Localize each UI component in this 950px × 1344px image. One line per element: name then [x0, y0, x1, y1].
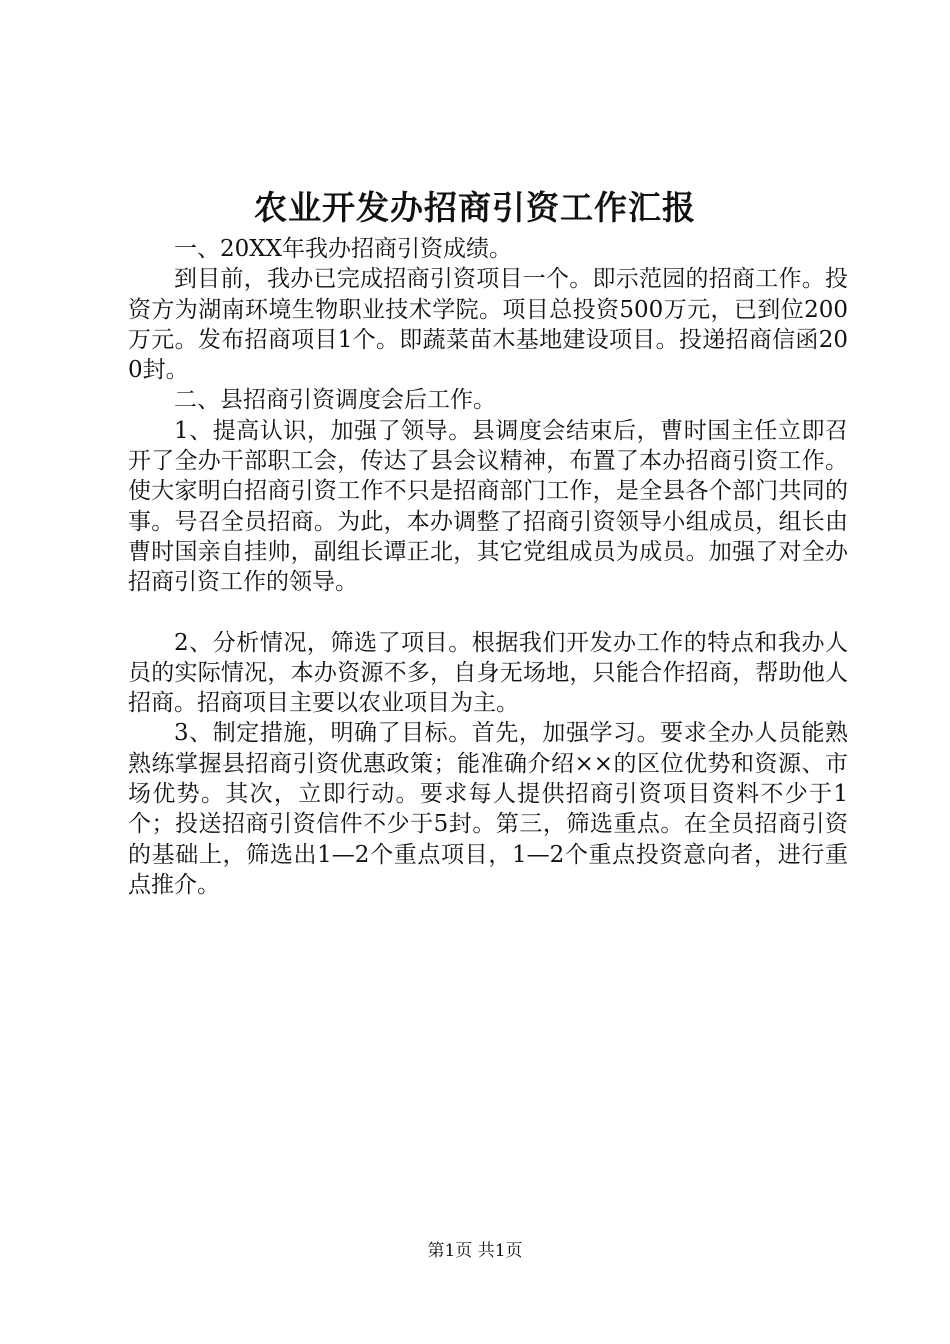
paragraph-item-3: 3、制定措施，明确了目标。首先，加强学习。要求全办人员能熟熟练掌握县招商引资优惠政策；能准确介绍××的区位优势和资源、市场优势。其次，立即行动。要求每人提供招商引资项目资料不少于1个；投送招商引资信件不少于5封。第三，筛选重点。在全员招商引资的基础上，筛选出1—2个重点项目，1—2个重点投资意向者，进行重点推介。 — [128, 720, 848, 898]
document-body — [128, 234, 848, 900]
section-heading-1: 一、20XX年我办招商引资成绩。 — [174, 236, 513, 262]
document-title: 农业开发办招商引资工作汇报 — [254, 188, 696, 227]
paragraph-achievements: 到目前，我办已完成招商引资项目一个。即示范园的招商工作。投资方为湖南环境生物职业技术学院。项目总投资500万元，已到位200万元。发布招商项目1个。即蔬菜苗木基地建设项目。投递招商信函200封。 — [128, 266, 848, 384]
section-heading-2: 二、县招商引资调度会后工作。 — [174, 387, 496, 414]
paragraph-item-1: 1、提高认识，加强了领导。县调度会结束后，曹时国主任立即召开了全办干部职工会，传达了县会议精神，布置了本办招商引资工作。使大家明白招商引资工作不只是招商部门工作，是全县各个部门共同的事。号召全员招商。为此，本办调整了招商引资领导小组成员，组长由曹时国亲自挂帅，副组长谭正北，其它党组成员为成员。加强了对全办招商引资工作的领导。 — [128, 417, 848, 596]
page-number-footer: 第1页 共1页 — [427, 1241, 523, 1261]
paragraph-item-2: 2、分析情况，筛选了项目。根据我们开发办工作的特点和我办人员的实际情况，本办资源不多，自身无场地，只能合作招商，帮助他人招商。招商项目主要以农业项目为主。 — [128, 629, 848, 717]
